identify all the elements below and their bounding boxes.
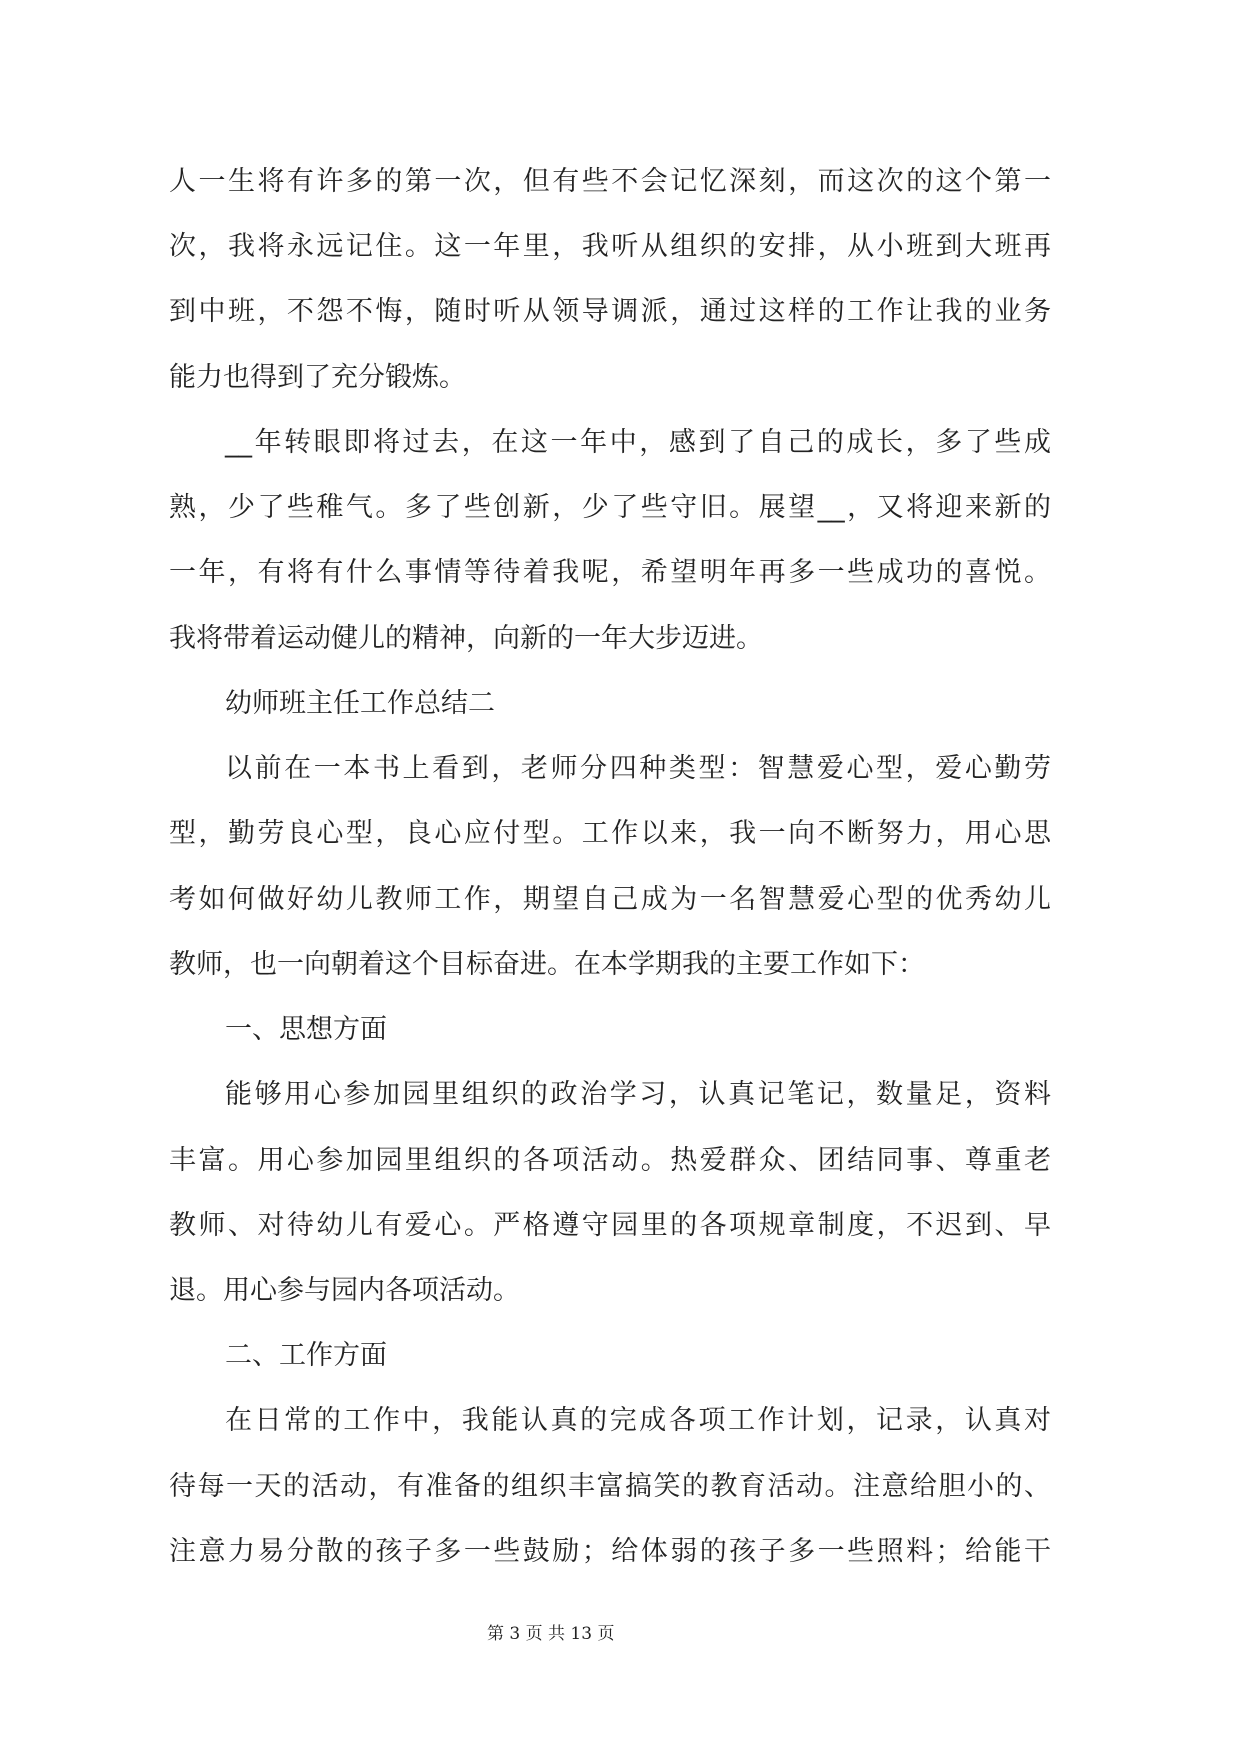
paragraph-line: 一年，有将有什么事情等待着我呢，希望明年再多一些成功的喜悦。 <box>169 557 1051 589</box>
paragraph-line: 能力也得到了充分锻炼。 <box>169 361 466 393</box>
page-number-footer: 第 3 页 共 13 页 <box>487 1624 615 1644</box>
paragraph-line: 在日常的工作中，我能认真的完成各项工作计划，记录，认真对 <box>225 1405 1051 1437</box>
paragraph-line: 能够用心参加园里组织的政治学习，认真记笔记，数量足，资料 <box>225 1079 1051 1111</box>
paragraph-line: 人一生将有许多的第一次，但有些不会记忆深刻，而这次的这个第一 <box>169 166 1051 197</box>
paragraph-line: 待每一天的活动，有准备的组织丰富搞笑的教育活动。注意给胆小的、 <box>169 1470 1051 1502</box>
paragraph-line: 到中班，不怨不悔，随时听从领导调派，通过这样的工作让我的业务 <box>169 296 1051 328</box>
paragraph <box>169 736 1051 997</box>
paragraph-line: 考如何做好幼儿教师工作，期望自己成为一名智慧爱心型的优秀幼儿 <box>169 883 1051 915</box>
section-heading: 幼师班主任工作总结二 <box>225 687 495 719</box>
section-heading: 二、工作方面 <box>225 1340 387 1372</box>
paragraph-line: 退。用心参与园内各项活动。 <box>169 1274 520 1306</box>
section-heading: 一、思想方面 <box>225 1014 387 1046</box>
paragraph <box>169 1062 1051 1323</box>
paragraph-line: 教师、对待幼儿有爱心。严格遵守园里的各项规章制度，不迟到、早 <box>169 1209 1051 1241</box>
paragraph-line: 型，勤劳良心型，良心应付型。工作以来，我一向不断努力，用心思 <box>169 818 1051 850</box>
paragraph-line: __年转眼即将过去，在这一年中，感到了自己的成长，多了些成 <box>225 426 1051 458</box>
paragraph <box>169 410 1051 671</box>
document-body <box>169 149 1051 1584</box>
paragraph <box>169 149 1051 410</box>
paragraph-line: 丰富。用心参加园里组织的各项活动。热爱群众、团结同事、尊重老 <box>169 1144 1051 1176</box>
paragraph-line: 熟，少了些稚气。多了些创新，少了些守旧。展望__，又将迎来新的 <box>169 492 1051 524</box>
paragraph <box>169 1388 1051 1584</box>
paragraph-line: 我将带着运动健儿的精神，向新的一年大步迈进。 <box>169 622 763 654</box>
paragraph-line: 教师，也一向朝着这个目标奋进。在本学期我的主要工作如下： <box>169 948 925 980</box>
paragraph-line: 注意力易分散的孩子多一些鼓励；给体弱的孩子多一些照料；给能干 <box>169 1535 1051 1567</box>
paragraph-line: 次，我将永远记住。这一年里，我听从组织的安排，从小班到大班再 <box>169 231 1051 263</box>
paragraph-line: 以前在一本书上看到，老师分四种类型：智慧爱心型，爱心勤劳 <box>225 753 1051 785</box>
